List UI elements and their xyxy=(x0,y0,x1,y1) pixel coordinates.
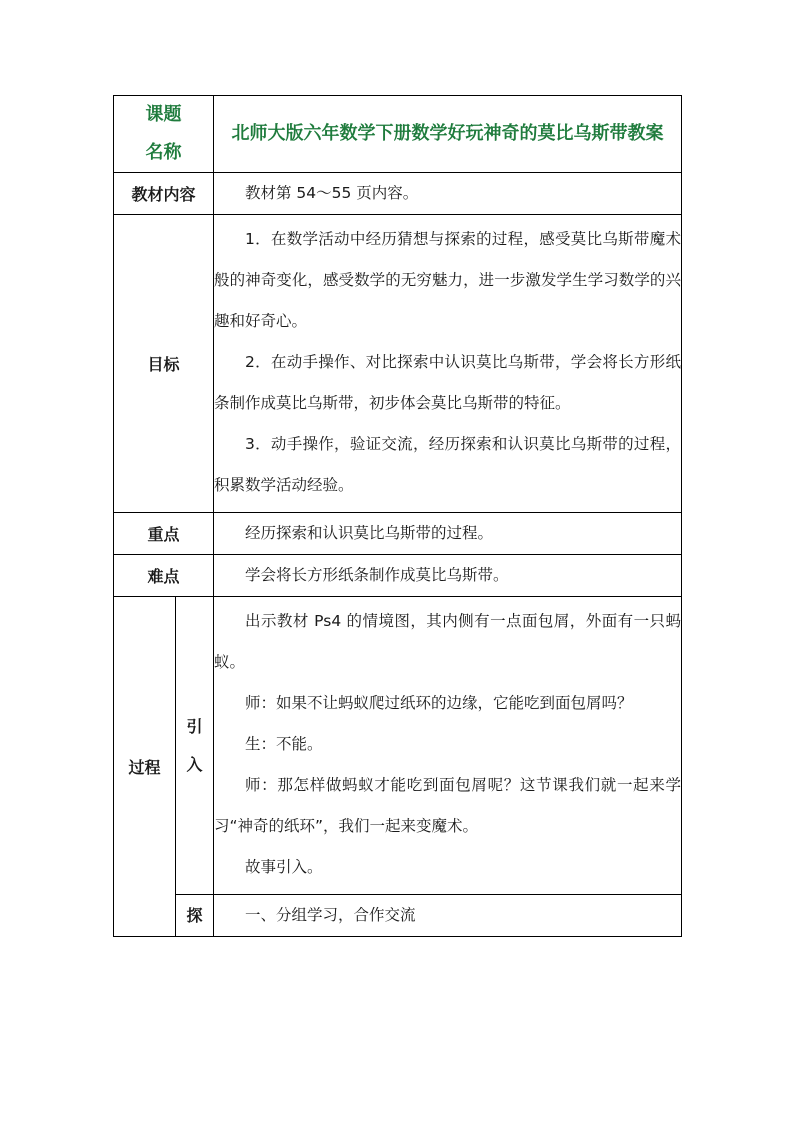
intro-label-line-2: 入 xyxy=(186,754,203,774)
lesson-plan-table xyxy=(113,95,682,937)
intro-paragraph: 生：不能。 xyxy=(245,735,323,753)
goal-paragraph: 2．在动手操作、对比探索中认识莫比乌斯带，学会将长方形纸条制作成莫比乌斯带，初步体会莫比乌斯带的特征。 xyxy=(214,353,681,412)
explore-content xyxy=(214,895,682,937)
key-point-content xyxy=(214,513,682,555)
lesson-title: 北师大版六年数学下册数学好玩神奇的莫比乌斯带教案 xyxy=(214,96,682,173)
title-row xyxy=(114,96,682,173)
intro-content xyxy=(214,597,682,895)
intro-label-cell xyxy=(176,597,214,895)
difficulty-row xyxy=(114,555,682,597)
material-text: 教材第 54～55 页内容。 xyxy=(245,184,419,202)
goal-row xyxy=(114,215,682,513)
process-explore-row xyxy=(114,895,682,937)
title-label-line-2: 名称 xyxy=(145,142,182,163)
process-intro-row xyxy=(114,597,682,895)
key-point-text: 经历探索和认识莫比乌斯带的过程。 xyxy=(245,524,494,542)
explore-text: 一、分组学习，合作交流 xyxy=(245,906,416,924)
material-row xyxy=(114,173,682,215)
intro-label-line-1: 引 xyxy=(186,716,203,736)
intro-paragraph: 师：如果不让蚂蚁爬过纸环的边缘，它能吃到面包屑吗？ xyxy=(245,694,633,712)
key-point-label: 重点 xyxy=(114,513,214,555)
material-label: 教材内容 xyxy=(114,173,214,215)
explore-label: 探 xyxy=(176,895,214,937)
difficulty-text: 学会将长方形纸条制作成莫比乌斯带。 xyxy=(245,566,509,584)
intro-paragraph: 出示教材 Ps4 的情境图，其内侧有一点面包屑，外面有一只蚂蚁。 xyxy=(214,612,681,671)
goal-paragraph: 3．动手操作，验证交流，经历探索和认识莫比乌斯带的过程，积累数学活动经验。 xyxy=(214,435,681,494)
key-point-row xyxy=(114,513,682,555)
goal-content xyxy=(214,215,682,513)
process-label: 过程 xyxy=(114,597,176,937)
title-label-line-1: 课题 xyxy=(145,104,182,125)
intro-paragraph: 故事引入。 xyxy=(245,858,323,876)
goal-label: 目标 xyxy=(114,215,214,513)
difficulty-label: 难点 xyxy=(114,555,214,597)
goal-paragraph: 1．在数学活动中经历猜想与探索的过程，感受莫比乌斯带魔术般的神奇变化，感受数学的无穷魅力，进一步激发学生学习数学的兴趣和好奇心。 xyxy=(214,230,681,330)
material-content xyxy=(214,173,682,215)
title-label-cell xyxy=(114,96,214,173)
intro-paragraph: 师：那怎样做蚂蚁才能吃到面包屑呢？这节课我们就一起来学习“神奇的纸环”，我们一起来变魔术。 xyxy=(214,776,681,835)
difficulty-content xyxy=(214,555,682,597)
